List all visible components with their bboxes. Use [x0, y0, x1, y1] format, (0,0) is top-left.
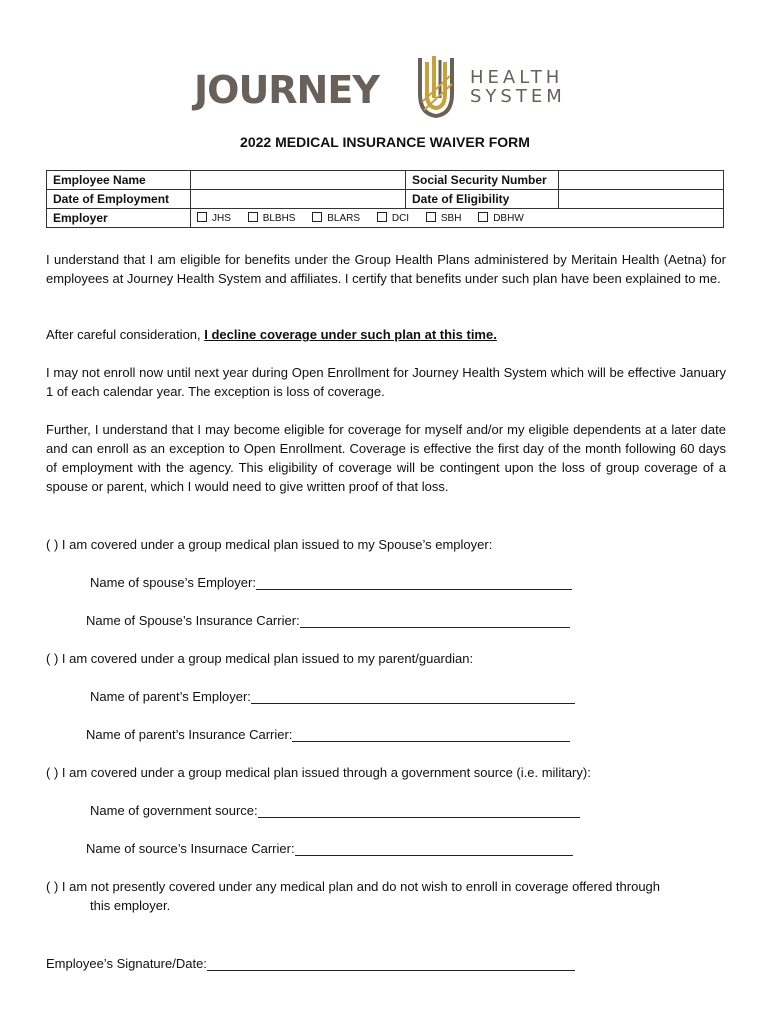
- checkbox-icon[interactable]: [312, 212, 322, 222]
- employer-option-dbhw[interactable]: DBHW: [478, 212, 524, 224]
- employee-name-field[interactable]: [191, 171, 406, 190]
- date-of-employment-field[interactable]: [191, 190, 406, 209]
- future-eligibility-paragraph: Further, I understand that I may become eligible for coverage for myself and/or my eligible dependents at a later date and can enroll as an exception to Open Enrollment. Coverage is effective the first day of the month following 60 days of employment with the agency. This eligibility of coverage will be contingent upon the loss of group coverage of a spouse or parent, which I would need to give written proof of that loss.: [46, 422, 726, 494]
- option-none-continued: this employer.: [90, 898, 171, 913]
- ssn-label: Social Security Number: [406, 171, 559, 190]
- parent-carrier-field: Name of parent’s Insurance Carrier:: [86, 725, 570, 744]
- employer-option-dci[interactable]: DCI: [377, 212, 409, 224]
- checkbox-icon[interactable]: [478, 212, 488, 222]
- logo-sub-line1: HEALTH: [470, 67, 564, 88]
- checkbox-icon[interactable]: [426, 212, 436, 222]
- source-carrier-field: Name of source’s Insurnace Carrier:: [86, 839, 573, 858]
- logo-subtitle: [470, 68, 566, 106]
- spouse-employer-line[interactable]: [256, 575, 572, 590]
- signature-line[interactable]: [207, 956, 575, 971]
- date-of-employment-label: Date of Employment: [47, 190, 191, 209]
- employer-option-sbh[interactable]: SBH: [426, 212, 462, 224]
- checkbox-icon[interactable]: [197, 212, 207, 222]
- option-parent[interactable]: ( ) I am covered under a group medical plan issued to my parent/guardian:: [46, 651, 474, 666]
- option-government[interactable]: ( ) I am covered under a group medical plan issued through a government source (i.e. military):: [46, 765, 591, 780]
- decline-statement: I decline coverage under such plan at this time.: [204, 327, 497, 342]
- date-of-eligibility-label: Date of Eligibility: [406, 190, 559, 209]
- date-of-eligibility-field[interactable]: [559, 190, 724, 209]
- government-source-field: Name of government source:: [90, 801, 580, 820]
- parent-carrier-line[interactable]: [292, 727, 570, 742]
- spouse-carrier-line[interactable]: [300, 613, 570, 628]
- form-title: 2022 MEDICAL INSURANCE WAIVER FORM: [240, 134, 530, 150]
- government-source-line[interactable]: [258, 803, 580, 818]
- option-none[interactable]: ( ) I am not presently covered under any medical plan and do not wish to enroll in coverage offered through: [46, 879, 661, 894]
- logo-wordmark: JOURNEY: [194, 68, 379, 112]
- source-carrier-line[interactable]: [295, 841, 573, 856]
- decline-prefix: After careful consideration,: [46, 327, 205, 342]
- employee-info-table: [46, 170, 724, 228]
- signature-field: Employee’s Signature/Date:: [46, 954, 575, 973]
- employee-name-label: Employee Name: [47, 171, 191, 190]
- employer-option-blbhs[interactable]: BLBHS: [248, 212, 296, 224]
- checkbox-icon[interactable]: [377, 212, 387, 222]
- decline-paragraph: [46, 325, 726, 344]
- option-spouse[interactable]: ( ) I am covered under a group medical plan issued to my Spouse’s employer:: [46, 537, 493, 552]
- ssn-field[interactable]: [559, 171, 724, 190]
- eligibility-paragraph: I understand that I am eligible for benefits under the Group Health Plans administered by Meritain Health (Aetna) for employees at Journey Health System and affiliates. I certify that benefits under such plan have been explained to me.: [46, 252, 726, 286]
- spouse-employer-field: Name of spouse’s Employer:: [90, 573, 572, 592]
- employer-option-jhs[interactable]: JHS: [197, 212, 231, 224]
- parent-employer-line[interactable]: [251, 689, 575, 704]
- employer-option-blars[interactable]: BLARS: [312, 212, 360, 224]
- journey-logo: [194, 54, 584, 120]
- enrollment-paragraph: I may not enroll now until next year during Open Enrollment for Journey Health System which will be effective January 1 of each calendar year. The exception is loss of coverage.: [46, 365, 726, 399]
- checkbox-icon[interactable]: [248, 212, 258, 222]
- employer-options: [191, 209, 724, 228]
- journey-logo-mark-icon: [414, 54, 458, 120]
- employer-label: Employer: [47, 209, 191, 228]
- logo-sub-line2: SYSTEM: [470, 86, 566, 107]
- parent-employer-field: Name of parent’s Employer:: [90, 687, 575, 706]
- spouse-carrier-field: Name of Spouse’s Insurance Carrier:: [86, 611, 570, 630]
